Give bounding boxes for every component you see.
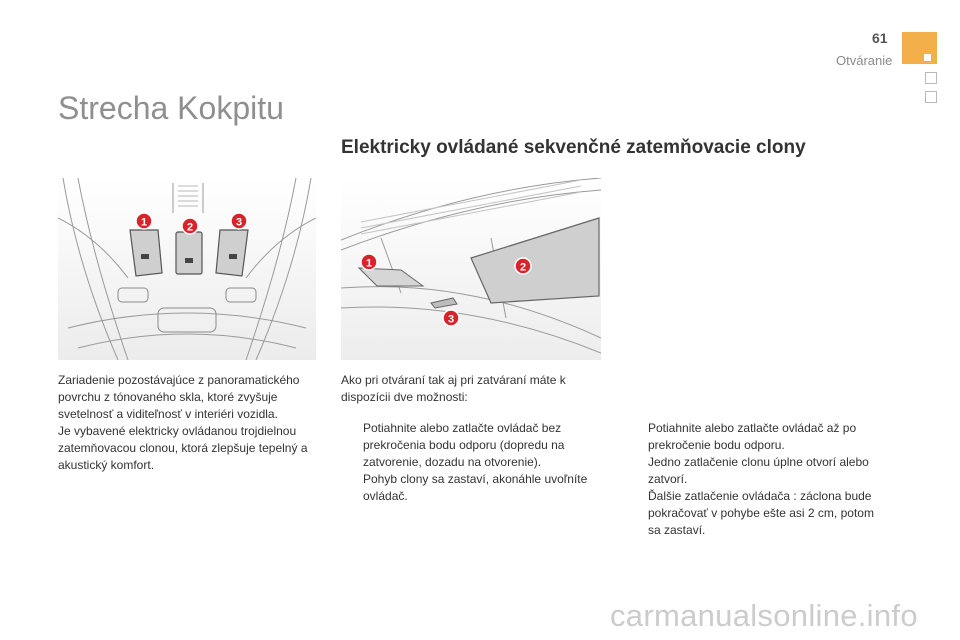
page-number: 61 [872,30,888,46]
callout-1 [361,254,377,270]
option2-text [648,420,898,539]
callout-2 [515,258,531,274]
callout-1-label: 1 [140,216,148,229]
option1-text [363,420,603,505]
section-tab-box [925,91,937,103]
option1-line: zatvorenie, dozadu na otvorenie). [363,455,542,469]
description-text [58,372,328,474]
section-name: Otváranie [836,53,893,68]
section-tab-box [925,72,937,84]
callout-3 [443,310,459,326]
callout-2-label: 2 [186,221,194,234]
description-line: Je vybavené elektricky ovládanou trojdielnou [58,424,297,438]
watermark: carmanualsonline.info [610,598,918,633]
callout-3-label: 3 [235,216,243,229]
option2-line: Ďalšie zatlačenie ovládača : záclona bude [648,489,872,503]
callout-2-label: 2 [519,261,527,274]
intro-line: dispozícii dve možnosti: [341,390,468,404]
callout-2 [182,218,198,234]
intro-text [341,372,601,406]
roof-console-illustration [58,178,316,360]
page-title: Strecha Kokpitu [58,90,284,126]
option2-line: prekročenie bodu odporu. [648,438,785,452]
description-line: zatemňovacou clonou, ktorá zlepšuje tepelný a [58,441,308,455]
section-title: Elektricky ovládané sekvenčné zatemňovacie clony [341,137,806,158]
option1-line: prekročenia bodu odporu (dopredu na [363,438,565,452]
option2-line: Potiahnite alebo zatlačte ovládač až po [648,421,857,435]
panoramic-roof-illustration [341,178,601,360]
description-line: povrchu z tónovaného skla, ktoré zvyšuje [58,390,278,404]
option1-line: Pohyb clony sa zastaví, akonáhle uvoľníte [363,472,588,486]
section-tab-active [902,32,937,64]
callout-3 [231,213,247,229]
option2-line: pokračovať v pohybe ešte asi 2 cm, potom [648,506,874,520]
description-line: Zariadenie pozostávajúce z panoramatického [58,373,300,387]
callout-3-label: 3 [447,313,455,326]
intro-line: Ako pri otváraní tak aj pri zatváraní máte k [341,373,566,387]
option2-line: zatvorí. [648,472,688,486]
description-line: akustický komfort. [58,458,155,472]
description-line: svetelnosť a viditeľnosť v interiéri vozidla. [58,407,278,421]
option2-line: Jedno zatlačenie clonu úplne otvorí alebo [648,455,869,469]
tab-marker-icon [924,54,931,61]
option1-line: Potiahnite alebo zatlačte ovládač bez [363,421,562,435]
option2-line: sa zastaví. [648,523,706,537]
callout-1 [136,213,152,229]
option1-line: ovládač. [363,489,408,503]
callout-1-label: 1 [365,257,373,270]
